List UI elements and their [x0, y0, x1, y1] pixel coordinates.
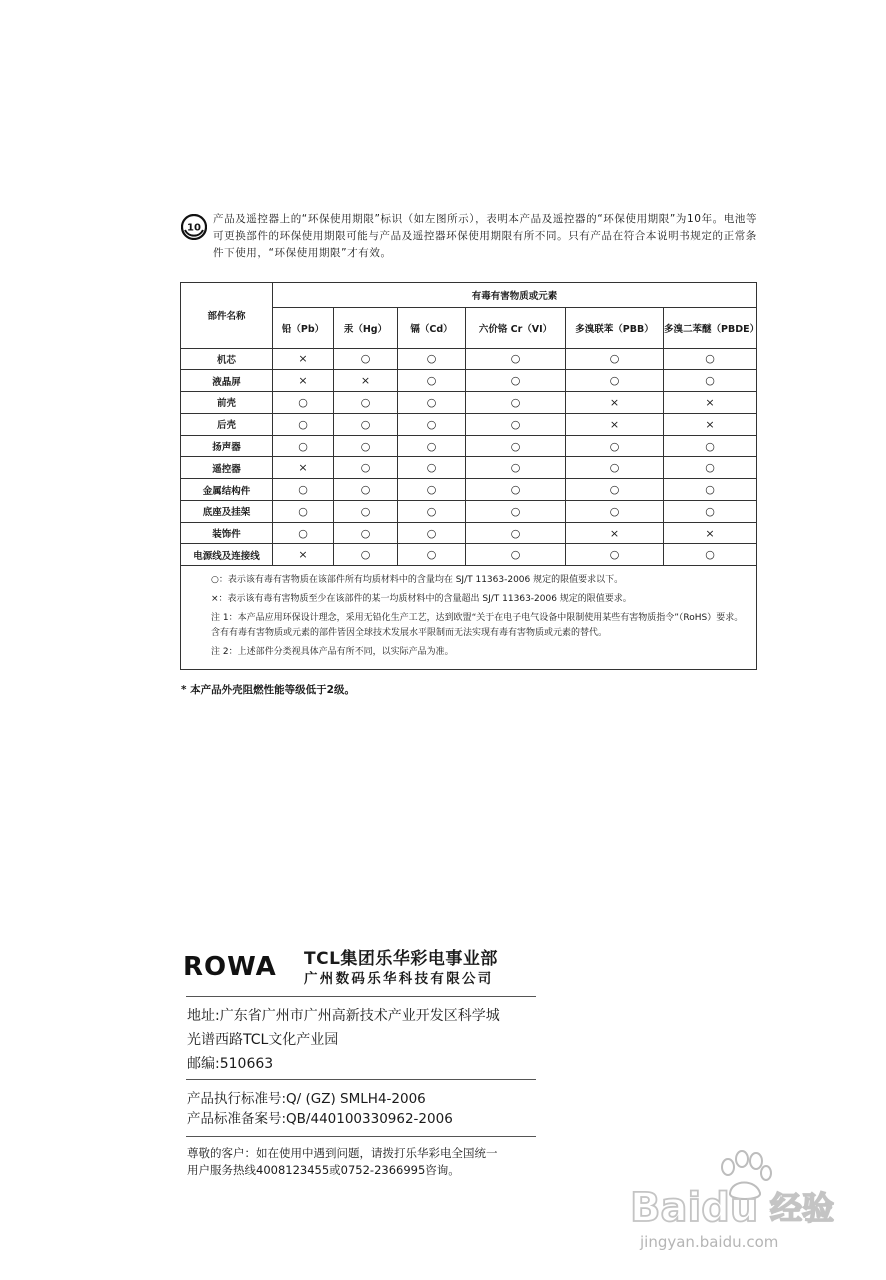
- table-notes: [181, 566, 757, 670]
- substance-mark-cell: ○: [664, 479, 757, 501]
- part-name-cell: 扬声器: [181, 435, 273, 457]
- substance-mark-cell: ○: [466, 348, 566, 370]
- substance-mark-cell: ○: [398, 348, 466, 370]
- substance-mark-cell: ○: [566, 544, 664, 566]
- table-row: [181, 392, 757, 414]
- substance-mark-cell: ×: [566, 392, 664, 414]
- table-row: [181, 479, 757, 501]
- baidu-jingyan-watermark: [620, 1135, 870, 1255]
- address-line-2: 光谱西路TCL文化产业园: [187, 1032, 339, 1048]
- substance-mark-cell: ○: [398, 479, 466, 501]
- divider: [186, 1079, 536, 1080]
- brand-text: ROWA: [183, 952, 277, 979]
- substance-mark-cell: ○: [334, 413, 398, 435]
- column-header: 多溴二苯醚（PBDE）: [664, 308, 757, 348]
- table-row: [181, 544, 757, 566]
- substance-mark-cell: ○: [398, 413, 466, 435]
- substance-group-header: 有毒有害物质或元素: [273, 283, 757, 308]
- substance-mark-cell: ○: [398, 457, 466, 479]
- flame-retardancy-note: * 本产品外壳阻燃性能等级低于2级。: [181, 684, 355, 696]
- watermark-url: jingyan.baidu.com: [640, 1233, 779, 1251]
- table-row: [181, 500, 757, 522]
- substance-mark-cell: ○: [273, 500, 334, 522]
- watermark-brand: Baidu: [630, 1185, 759, 1231]
- eco-logo-number: 10: [187, 222, 201, 234]
- substance-mark-cell: ×: [273, 544, 334, 566]
- substance-mark-cell: ○: [273, 413, 334, 435]
- part-name-cell: 金属结构件: [181, 479, 273, 501]
- substance-mark-cell: ○: [466, 500, 566, 522]
- substance-mark-cell: ○: [334, 457, 398, 479]
- column-header: 六价铬 Cr（VI）: [466, 308, 566, 348]
- substance-mark-cell: ○: [398, 392, 466, 414]
- substance-mark-cell: ○: [664, 370, 757, 392]
- substance-mark-cell: ○: [566, 348, 664, 370]
- substance-mark-cell: ×: [664, 392, 757, 414]
- postcode: 邮编:510663: [187, 1056, 274, 1072]
- substance-mark-cell: ○: [664, 435, 757, 457]
- substance-mark-cell: ○: [334, 479, 398, 501]
- part-name-cell: 底座及挂架: [181, 500, 273, 522]
- table-row: [181, 522, 757, 544]
- note-1: 注 1：本产品应用环保设计理念，采用无铅化生产工艺，达到欧盟“关于在电子电气设备中限制使用某些有害物质指令”（RoHS）要求。含有有毒有害物质或元素的部件皆因全球技术发展水平限制而无法实现有毒有害物质或元素的替代。: [211, 613, 744, 639]
- substance-mark-cell: ○: [466, 479, 566, 501]
- part-name-cell: 电源线及连接线: [181, 544, 273, 566]
- substance-mark-cell: ○: [273, 392, 334, 414]
- substance-mark-cell: ○: [566, 370, 664, 392]
- standard-record: 产品标准备案号:QB/440100330962-2006: [187, 1111, 453, 1127]
- column-header: 汞（Hg）: [334, 308, 398, 348]
- hazardous-substance-table: [180, 282, 760, 670]
- substance-mark-cell: ○: [664, 348, 757, 370]
- rowa-logo: [183, 951, 295, 979]
- note-cross: ×：表示该有毒有害物质至少在该部件的某一均质材料中的含量超出 SJ/T 11363-2006 规定的限值要求。: [211, 594, 632, 605]
- service-line-2: 用户服务热线4008123455或0752-2366995咨询。: [187, 1163, 460, 1177]
- table-row: [181, 348, 757, 370]
- part-name-header: 部件名称: [181, 283, 273, 349]
- note-circle: ○：表示该有毒有害物质在该部件所有均质材料中的含量均在 SJ/T 11363-2006 规定的限值要求以下。: [211, 575, 624, 586]
- substance-mark-cell: ○: [466, 522, 566, 544]
- eco-period-logo-icon: [181, 214, 207, 240]
- substance-mark-cell: ○: [398, 500, 466, 522]
- company-title: TCL集团乐华彩电事业部: [304, 949, 498, 969]
- substance-mark-cell: ○: [398, 435, 466, 457]
- substance-mark-cell: ×: [273, 348, 334, 370]
- substance-mark-cell: ○: [334, 522, 398, 544]
- part-name-cell: 机芯: [181, 348, 273, 370]
- substance-mark-cell: ○: [566, 479, 664, 501]
- substance-mark-cell: ○: [398, 544, 466, 566]
- column-header: 多溴联苯（PBB）: [566, 308, 664, 348]
- intro-paragraph: 产品及遥控器上的“环保使用期限”标识（如左图所示），表明本产品及遥控器的“环保使用期限”为10年。电池等可更换部件的环保使用期限可能与产品及遥控器环保使用期限有所不同。只有产品在符合本说明书规定的正常条件下使用，“环保使用期限”才有效。: [213, 213, 758, 259]
- substance-mark-cell: ○: [466, 544, 566, 566]
- company-subtitle: 广州数码乐华科技有限公司: [304, 971, 494, 987]
- part-name-cell: 装饰件: [181, 522, 273, 544]
- address-line-1: 地址:广东省广州市广州高新技术产业开发区科学城: [187, 1008, 500, 1024]
- substance-mark-cell: ○: [334, 544, 398, 566]
- substance-mark-cell: ○: [398, 522, 466, 544]
- substance-mark-cell: ○: [466, 435, 566, 457]
- substance-mark-cell: ○: [566, 500, 664, 522]
- divider: [186, 996, 536, 997]
- table-row: [181, 457, 757, 479]
- substance-mark-cell: ×: [334, 370, 398, 392]
- substance-mark-cell: ×: [664, 522, 757, 544]
- substance-mark-cell: ○: [273, 479, 334, 501]
- substance-mark-cell: ○: [664, 457, 757, 479]
- substance-mark-cell: ○: [664, 544, 757, 566]
- substance-mark-cell: ×: [273, 457, 334, 479]
- product-standard: 产品执行标准号:Q/ (GZ) SMLH4-2006: [187, 1091, 426, 1107]
- substance-mark-cell: ×: [273, 370, 334, 392]
- substance-mark-cell: ○: [466, 392, 566, 414]
- substance-mark-cell: ×: [566, 522, 664, 544]
- part-name-cell: 液晶屏: [181, 370, 273, 392]
- watermark-cn: 经验: [770, 1189, 835, 1227]
- substance-mark-cell: ○: [566, 435, 664, 457]
- substance-mark-cell: ○: [466, 413, 566, 435]
- substance-mark-cell: ○: [334, 392, 398, 414]
- substance-mark-cell: ○: [466, 457, 566, 479]
- table-row: [181, 370, 757, 392]
- substance-mark-cell: ×: [566, 413, 664, 435]
- note-2: 注 2：上述部件分类视具体产品有所不同，以实际产品为准。: [211, 647, 454, 658]
- substance-mark-cell: ○: [466, 370, 566, 392]
- part-name-cell: 前壳: [181, 392, 273, 414]
- substance-mark-cell: ○: [273, 522, 334, 544]
- substance-mark-cell: ○: [334, 348, 398, 370]
- part-name-cell: 后壳: [181, 413, 273, 435]
- substance-mark-cell: ○: [334, 435, 398, 457]
- substance-mark-cell: ○: [398, 370, 466, 392]
- substance-mark-cell: ○: [334, 500, 398, 522]
- service-line-1: 尊敬的客户：如在使用中遇到问题，请拨打乐华彩电全国统一: [187, 1146, 498, 1160]
- table-row: [181, 413, 757, 435]
- substance-mark-cell: ○: [566, 457, 664, 479]
- part-name-cell: 遥控器: [181, 457, 273, 479]
- table-row: [181, 435, 757, 457]
- substance-mark-cell: ○: [664, 500, 757, 522]
- column-header: 镉（Cd）: [398, 308, 466, 348]
- substance-mark-cell: ×: [664, 413, 757, 435]
- substance-mark-cell: ○: [273, 435, 334, 457]
- divider: [186, 1136, 536, 1137]
- column-header: 铅（Pb）: [273, 308, 334, 348]
